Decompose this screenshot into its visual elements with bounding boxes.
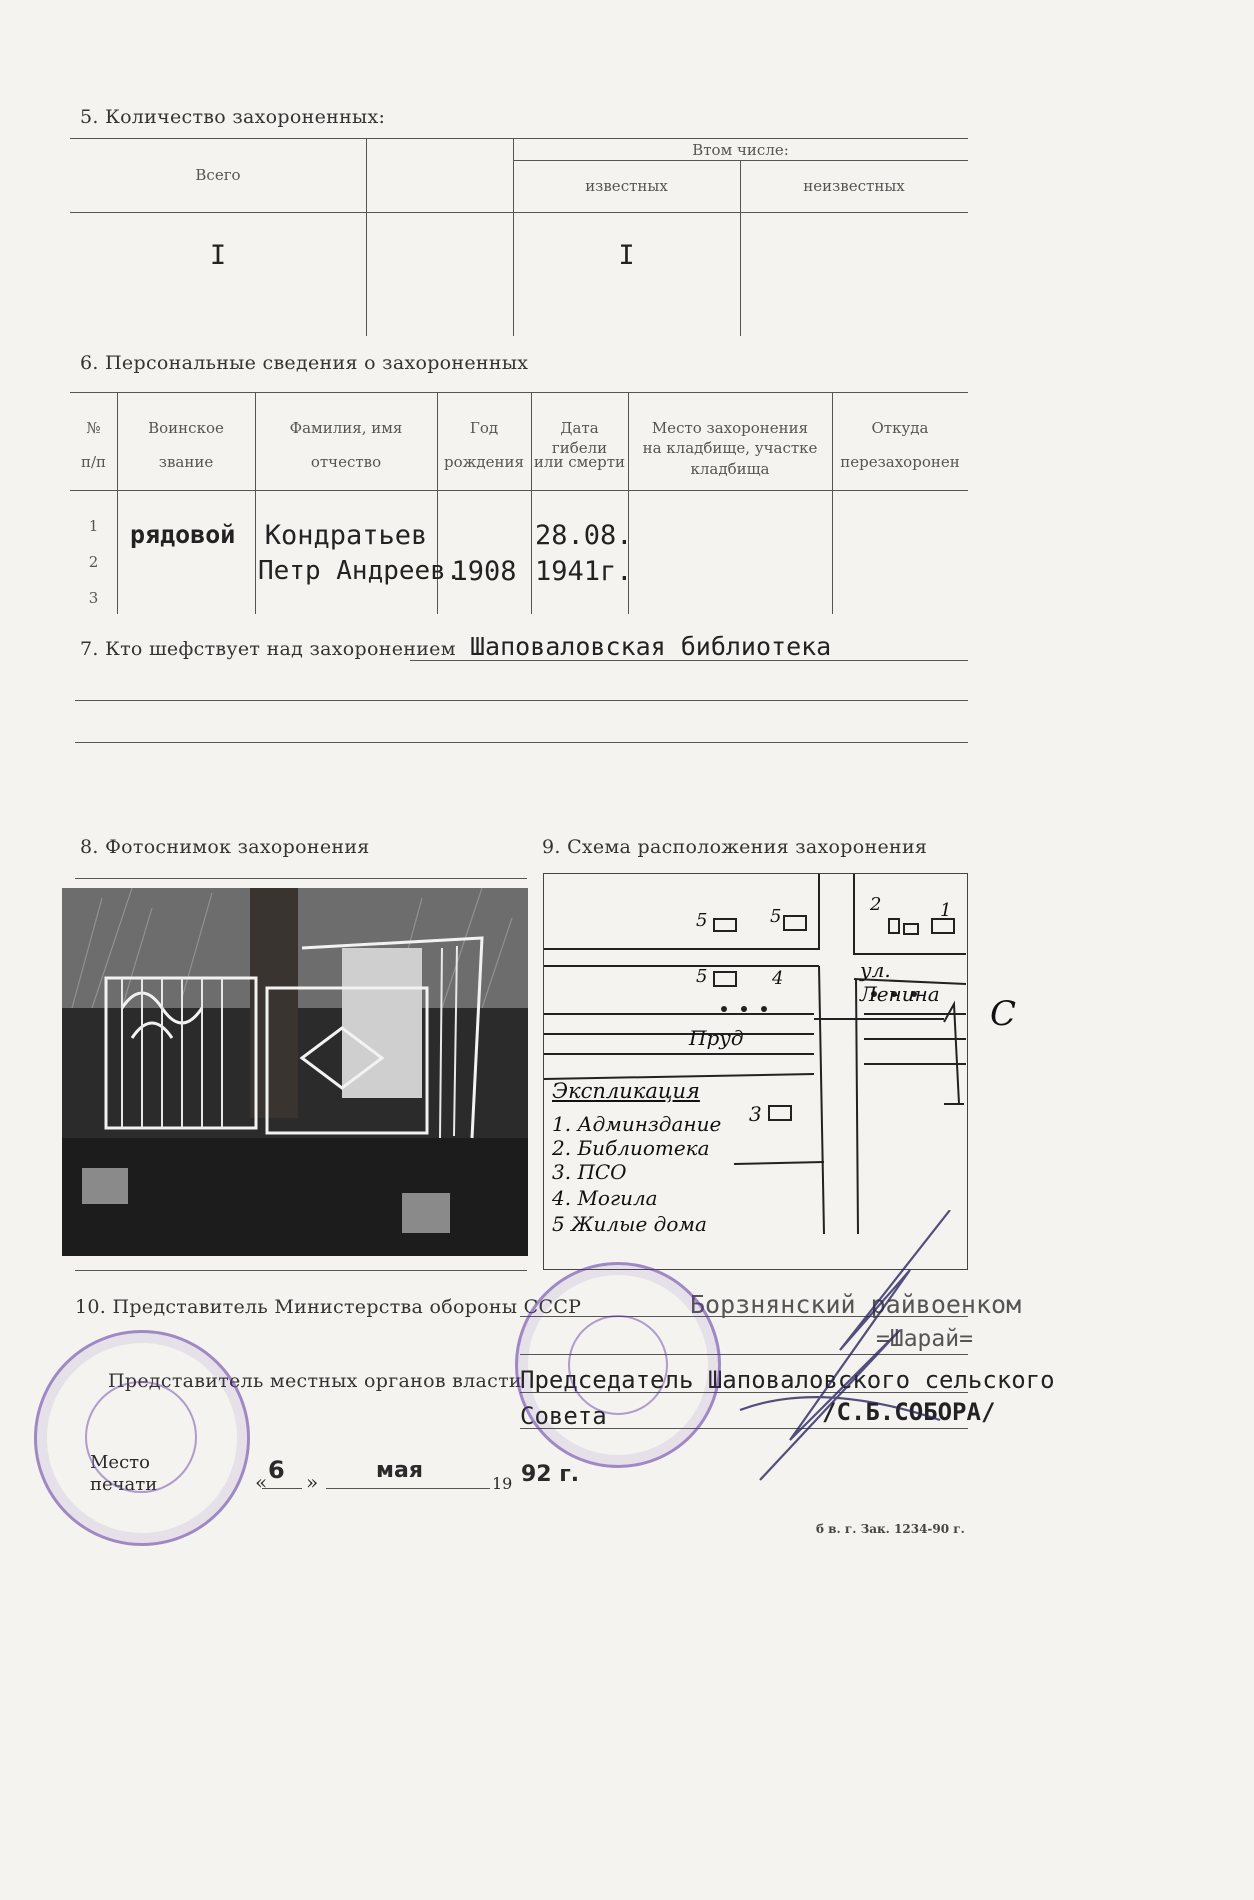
section-5-title: 5. Количество захороненных: bbox=[80, 106, 386, 128]
marker-5b: 5 bbox=[770, 906, 782, 927]
section-6-title: 6. Персональные сведения о захороненных bbox=[80, 352, 529, 374]
total-count: I bbox=[209, 240, 227, 271]
total-header: Всего bbox=[195, 166, 241, 184]
date-month: мая bbox=[376, 1458, 423, 1483]
rank-value: рядовой bbox=[130, 520, 236, 549]
local-rep-value-2a: Совета bbox=[520, 1402, 607, 1430]
place-header: Место захоронения на кладбище, участке кладбища bbox=[642, 419, 818, 478]
marker-1: 1 bbox=[940, 900, 952, 921]
name-value-2: Петр Андреев. bbox=[258, 556, 462, 586]
marker-3: 3 bbox=[749, 1102, 762, 1126]
legend-item-1: 1. Админздание bbox=[552, 1112, 722, 1136]
unknown-header: неизвестных bbox=[803, 177, 905, 195]
signature bbox=[700, 1210, 960, 1500]
including-header: Втом числе: bbox=[692, 141, 789, 159]
military-rep-signature: =Шарай= bbox=[876, 1326, 973, 1352]
section-10-title: 10. Представитель Министерства обороны СССР bbox=[75, 1296, 582, 1318]
from-header-1: Откуда bbox=[871, 419, 929, 437]
military-commissariat-seal bbox=[515, 1262, 721, 1468]
row-number-1: 1 bbox=[88, 517, 99, 535]
rank-header-1: Воинское bbox=[148, 419, 224, 437]
date-year-suffix: 92 г. bbox=[521, 1462, 580, 1487]
legend-title: Экспликация bbox=[552, 1079, 700, 1103]
compass-label: С bbox=[990, 994, 1017, 1034]
seal-place-label-1: Место bbox=[90, 1452, 150, 1473]
birth-year-value: 1908 bbox=[451, 556, 517, 587]
from-header-2: перезахоронен bbox=[840, 453, 960, 471]
marker-5a: 5 bbox=[696, 910, 708, 931]
name-header-2: отчество bbox=[310, 453, 382, 471]
num-header-1: № bbox=[86, 419, 101, 437]
village-council-seal bbox=[34, 1330, 250, 1546]
section-7-title: 7. Кто шефствует над захоронением bbox=[80, 638, 456, 660]
marker-2: 2 bbox=[870, 894, 882, 915]
street-label: ул. Ленина bbox=[860, 958, 940, 1006]
local-rep-label: Представитель местных органов власти bbox=[108, 1370, 522, 1392]
legend-item-3: 3. ПСО bbox=[552, 1160, 627, 1184]
section-8-title: 8. Фотоснимок захоронения bbox=[80, 836, 370, 858]
patron-value: Шаповаловская библиотека bbox=[470, 632, 832, 661]
known-header: известных bbox=[585, 177, 668, 195]
year-header-2: рождения bbox=[443, 453, 524, 471]
legend-item-5: 5 Жилые дома bbox=[552, 1212, 707, 1236]
death-date-value-1: 28.08. bbox=[535, 520, 633, 551]
date-year-prefix: 19 bbox=[492, 1474, 513, 1493]
num-header-2: п/п bbox=[80, 453, 107, 471]
pond-label: Пруд bbox=[689, 1026, 744, 1050]
row-number-3: 3 bbox=[88, 589, 99, 607]
military-rep-value: Борзнянский райвоенком bbox=[690, 1290, 1022, 1319]
year-header-1: Год bbox=[469, 419, 499, 437]
rank-header-2: звание bbox=[158, 453, 214, 471]
marker-5c: 5 bbox=[696, 966, 708, 987]
local-rep-value-2b: /С.Б.СОБОРА/ bbox=[822, 1398, 996, 1426]
name-header-1: Фамилия, имя bbox=[289, 419, 403, 437]
legend-item-2: 2. Библиотека bbox=[552, 1136, 710, 1160]
print-info: б в. г. Зак. 1234-90 г. bbox=[816, 1522, 965, 1536]
seal-place-label-2: печати bbox=[90, 1473, 158, 1495]
section-9-title: 9. Схема расположения захоронения bbox=[542, 836, 928, 858]
date-header-1: Дата гибели bbox=[551, 419, 608, 458]
name-value-1: Кондратьев bbox=[264, 520, 428, 551]
marker-4: 4 bbox=[772, 968, 784, 989]
date-day: 6 bbox=[268, 1456, 285, 1484]
burial-photo bbox=[62, 888, 528, 1256]
known-count: I bbox=[618, 240, 635, 271]
date-header-2: или смерти bbox=[533, 453, 626, 471]
legend-item-4: 4. Могила bbox=[552, 1186, 658, 1210]
row-number-2: 2 bbox=[88, 553, 99, 571]
death-date-value-2: 1941г. bbox=[535, 556, 633, 587]
local-rep-value-1: Председатель Шаповаловского сельского bbox=[520, 1366, 1055, 1394]
